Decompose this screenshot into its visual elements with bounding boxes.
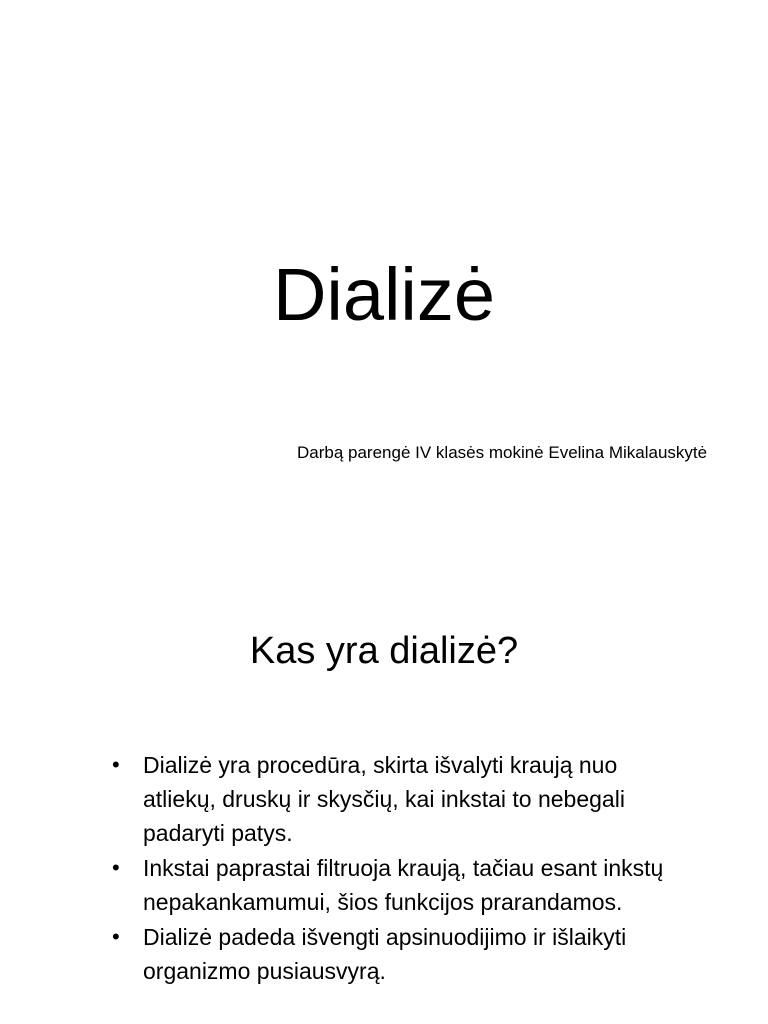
bullet-icon: • (112, 752, 120, 777)
slide-subtitle: Darbą parengė IV klasės mokinė Evelina Mikalauskytė (297, 443, 708, 462)
content-slide (0, 576, 768, 1024)
bullet-icon: • (112, 924, 120, 949)
slide-heading: Kas yra dializė? (249, 630, 519, 672)
slide-title: Dializė (272, 253, 496, 336)
bullet-item (112, 748, 672, 850)
bullet-list (112, 748, 672, 989)
bullet-text: Dializė padeda išvengti apsinuodijimo ir išlaikyti organizmo pusiausvyrą. (143, 924, 627, 984)
bullet-text: Dializė yra procedūra, skirta išvalyti kraują nuo atliekų, druskų ir skysčių, kai inkstai to nebegali padaryti patys. (143, 752, 625, 846)
bullet-item (112, 920, 672, 988)
bullet-text: Inkstai paprastai filtruoja kraują, tačiau esant inkstų nepakankamumui, šios funkcijos prarandamos. (143, 855, 664, 915)
bullet-icon: • (112, 855, 120, 880)
bullet-item (112, 851, 672, 919)
